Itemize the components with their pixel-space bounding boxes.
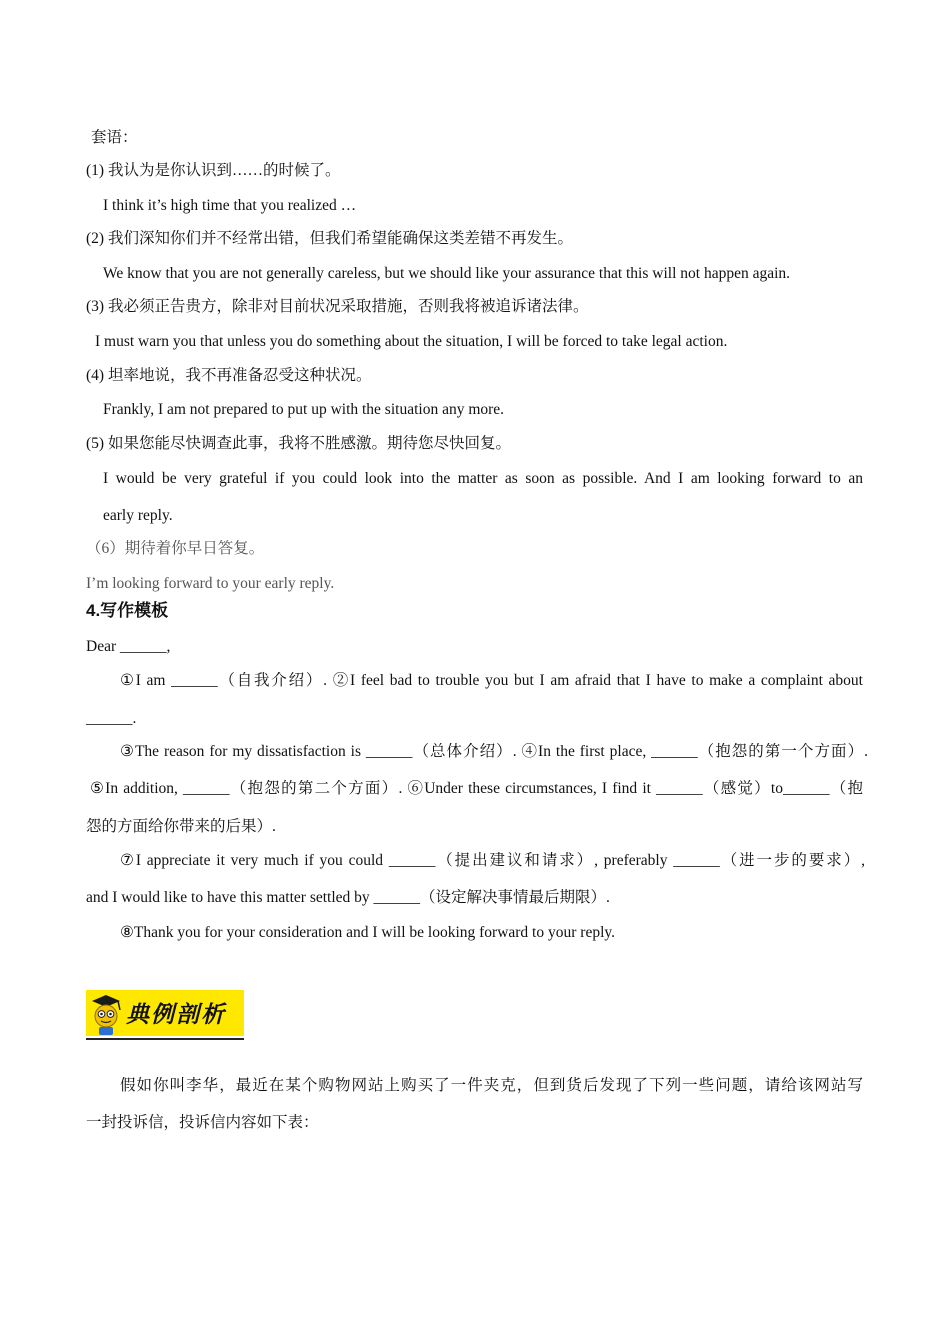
example-line-2: 一封投诉信，投诉信内容如下表： <box>86 1114 319 1131</box>
template-line-2: ______. <box>86 710 137 727</box>
badge-title: 典例剖析 <box>126 1001 226 1028</box>
phrase-en-2: We know that you are not generally careless, but we should like your assurance that this will not happen again. <box>103 265 791 282</box>
phrase-en-1: I think it’s high time that you realized … <box>103 197 357 214</box>
template-line-8: ⑧Thank you for your consideration and I will be looking forward to your reply. <box>120 924 615 941</box>
phrase-cn-3: (3) 我必须正告贵方，除非对目前状况采取措施，否则我将被追诉诸法律。 <box>86 298 589 315</box>
mascot-icon <box>88 992 124 1036</box>
badge-underline <box>86 1038 244 1040</box>
phrase-cn-6: （6）期待着你早日答复。 <box>86 540 265 557</box>
phrase-cn-4: (4) 坦率地说，我不再准备忍受这种状况。 <box>86 367 372 384</box>
phrase-en-5-line2: early reply. <box>103 507 173 524</box>
phrases-label: 套语： <box>91 129 138 146</box>
template-line-7: and I would like to have this matter settled by ______（设定解决事情最后期限）. <box>86 889 610 906</box>
template-line-1: ①I am ______（自我介绍）. ②I feel bad to trouble you but I am afraid that I have to make a complaint about <box>120 672 863 689</box>
template-line-5: 怨的方面给你带来的后果）. <box>86 818 276 835</box>
template-line-4: ⑤In addition, ______（抱怨的第二个方面）. ⑥Under these circumstances, I find it ______（感觉）to______（抱 <box>90 780 863 797</box>
phrase-en-6: I’m looking forward to your early reply. <box>86 575 335 592</box>
phrase-cn-5: (5) 如果您能尽快调查此事，我将不胜感激。期待您尽快回复。 <box>86 435 511 452</box>
phrase-en-4: Frankly, I am not prepared to put up with the situation any more. <box>103 401 505 418</box>
template-line-3: ③The reason for my dissatisfaction is ______（总体介绍）. ④In the first place, ______（抱怨的第一个方面）. <box>120 743 868 760</box>
phrase-en-5-line1: I would be very grateful if you could look into the matter as soon as possible. And I am looking forward to an <box>103 470 863 487</box>
template-heading: 4.写作模板 <box>86 601 169 620</box>
phrase-en-3: I must warn you that unless you do something about the situation, I will be forced to take legal action. <box>95 333 728 350</box>
template-line-6: ⑦I appreciate it very much if you could ______（提出建议和请求）, preferably ______（进一步的要求）, <box>120 852 865 869</box>
phrase-cn-2: (2) 我们深知你们并不经常出错，但我们希望能确保这类差错不再发生。 <box>86 230 573 247</box>
section-badge <box>86 990 244 1040</box>
example-line-1: 假如你叫李华，最近在某个购物网站上购买了一件夹克，但到货后发现了下列一些问题，请给该网站写 <box>120 1077 863 1094</box>
phrase-cn-1: (1) 我认为是你认识到……的时候了。 <box>86 162 341 179</box>
template-salutation: Dear ______, <box>86 638 171 655</box>
